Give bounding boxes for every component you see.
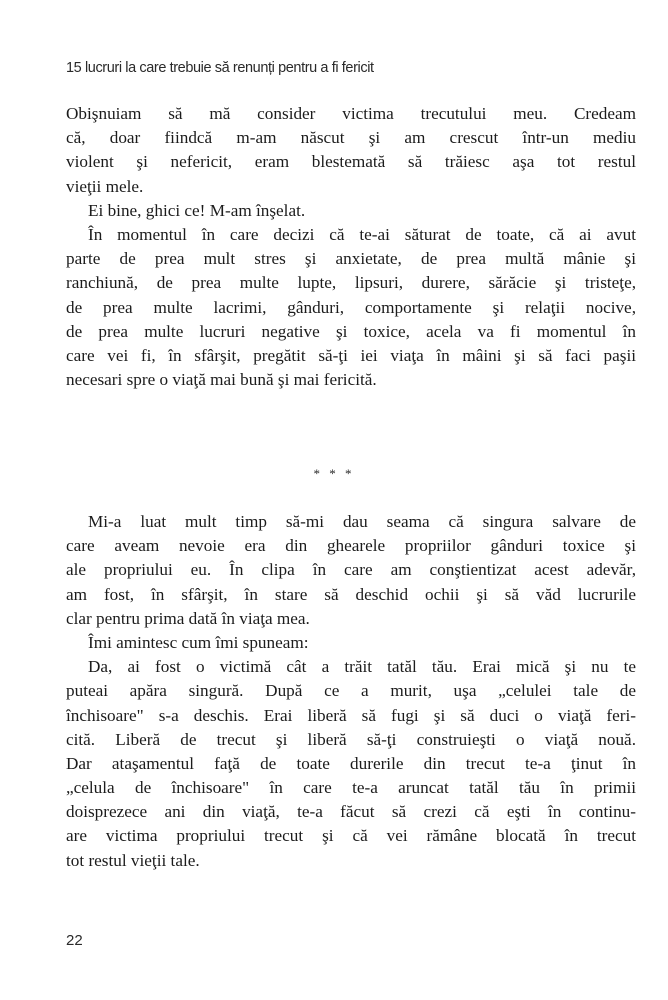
text-line: Mi-a luat mult timp să-mi dau seama că singura salvare de — [88, 512, 636, 531]
text-line: Îmi amintesc cum îmi spuneam: — [88, 632, 309, 652]
text-line: care aveam nevoie era din ghearele propriilor gânduri toxice şi — [66, 536, 636, 556]
text-line: de prea multe lucruri negative şi toxice, acela va fi momentul în — [66, 321, 636, 341]
text-line: am fost, în sfârşit, în stare să deschid ochii şi să văd lucrurile — [66, 584, 636, 604]
text-line: închisoare" s-a deschis. Erai liberă să fugi şi să duci o viaţă feri- — [66, 705, 636, 725]
running-head-title: 15 lucruri la care trebuie să renunți pentru a fi fericit — [66, 60, 374, 76]
text-line: violent şi nefericit, eram blestemată să trăiesc aşa tot restul — [66, 152, 636, 172]
text-block-2 — [66, 510, 636, 873]
text-line: cită. Liberă de trecut şi liberă să-ţi construieşti o viaţă nouă. — [66, 729, 636, 749]
text-line: clar pentru prima dată în viaţa mea. — [66, 608, 310, 628]
text-line: Obişnuiam să mă consider victima trecutului meu. Credeam — [66, 104, 636, 123]
text-line: parte de prea mult stres şi anxietate, de prea multă mânie şi — [66, 249, 636, 269]
text-line: puteai apăra singură. După ce a murit, uşa „celulei tale de — [66, 681, 636, 701]
text-line: doisprezece ani din viaţă, te-a făcut să crezi că eşti în continu- — [66, 802, 636, 822]
text-block-1 — [66, 102, 636, 392]
text-line: ranchiună, de prea multe lupte, lipsuri, durere, sărăcie şi tristeţe, — [66, 273, 636, 293]
text-line: tot restul vieţii tale. — [66, 850, 200, 870]
text-line: Dar ataşamentul faţă de toate durerile din trecut te-a ţinut în — [66, 753, 636, 773]
text-line: necesari spre o viaţă mai bună şi mai fericită. — [66, 370, 377, 390]
page-number: 22 — [66, 932, 83, 949]
text-line: de prea multe lacrimi, gânduri, comportamente şi relaţii nocive, — [66, 297, 636, 317]
text-line: Da, ai fost o victimă cât a trăit tatăl tău. Erai mică şi nu te — [88, 657, 636, 677]
text-line: ale propriului eu. În clipa în care am conştientizat acest adevăr, — [66, 560, 636, 580]
text-line: vieţii mele. — [66, 176, 144, 196]
text-line: că, doar fiindcă m-am născut şi am crescut într-un mediu — [66, 128, 636, 148]
text-line: „celula de închisoare" în care te-a aruncat tatăl tău în primii — [66, 778, 636, 798]
text-line: are victima propriului trecut şi că vei rămâne blocată în trecut — [66, 826, 636, 846]
text-line: care vei fi, în sfârşit, pregătit să-ţi iei viaţa în mâini şi să faci paşii — [66, 345, 636, 365]
text-line: Ei bine, ghici ce! M-am înşelat. — [88, 200, 306, 220]
section-break-asterisks: * * * — [313, 466, 355, 481]
text-line: În momentul în care decizi că te-ai săturat de toate, că ai avut — [88, 224, 636, 244]
